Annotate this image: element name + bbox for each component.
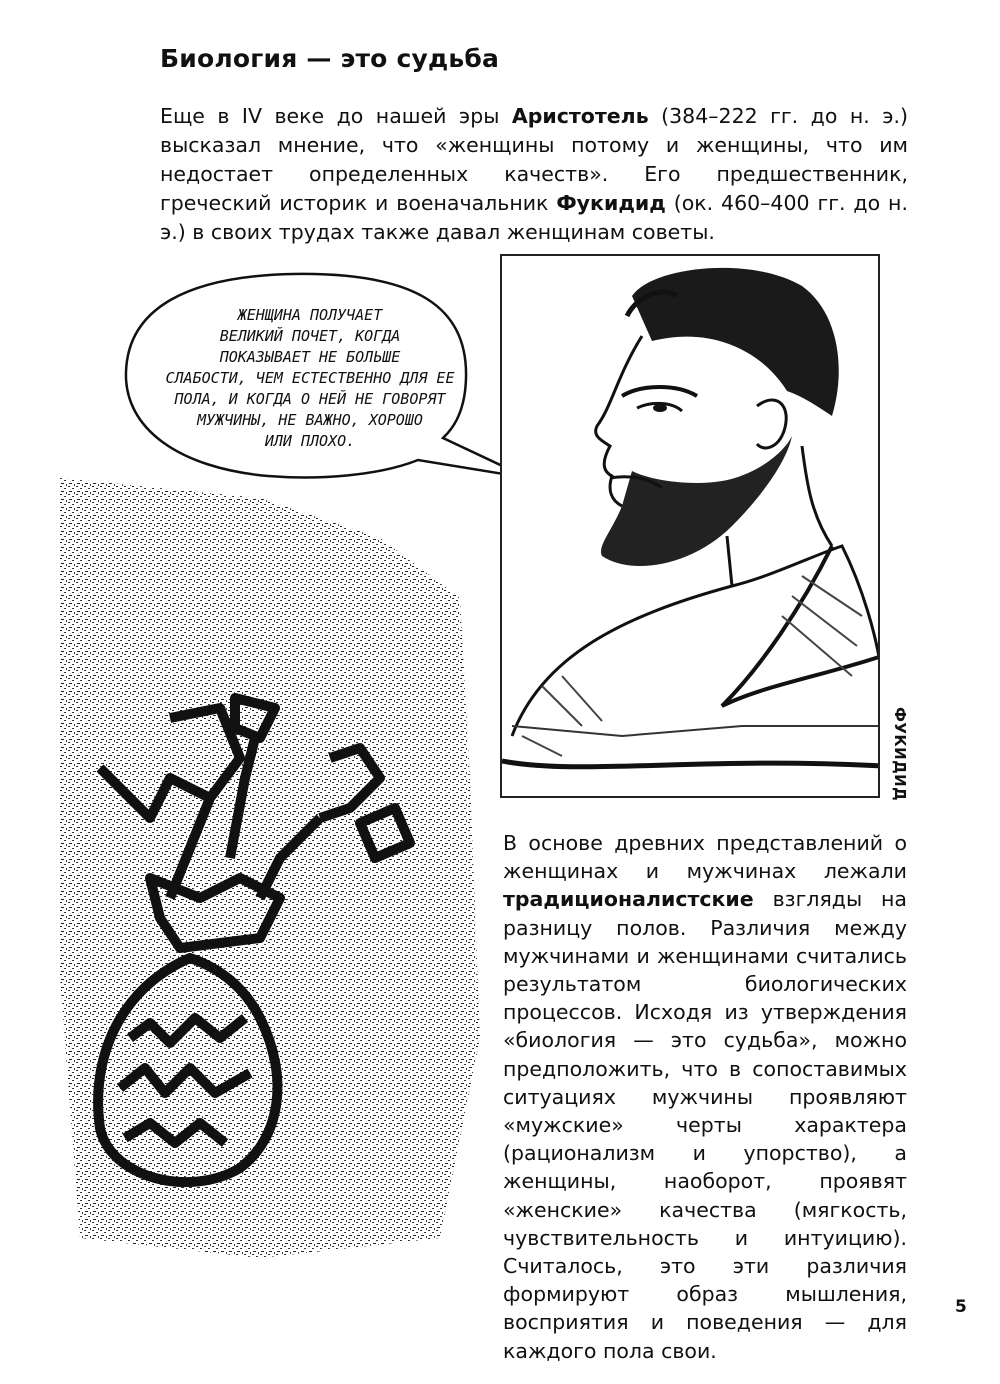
- portrait-caption-text: ФУКИДИД: [891, 706, 909, 802]
- portrait-caption: [890, 706, 910, 802]
- portrait-drawing: [502, 256, 880, 798]
- speech-line: ЖЕНЩИНА ПОЛУЧАЕТ: [237, 306, 383, 324]
- intro-text-1: Еще в IV веке до нашей эры: [160, 104, 512, 128]
- name-thucydides: Фукидид: [556, 191, 666, 215]
- body-text-2: взгляды на разницу полов. Различия между мужчинами и женщинами считались результатом биологических процессов. Исходя из утверждения «биология — это судьба», можно предположить, что в сопоставимых ситуациях мужчины проявляют «мужские» черты характера (рационализм и упорство), а женщины, наоборот, проявят «женские» качества (мягкость, чувствительность и интуицию). Считалось, это эти различия формируют образ мышления, восприятия и поведения — для каждого пола свои.: [503, 887, 907, 1363]
- speech-line: МУЖЧИНЫ, НЕ ВАЖНО, ХОРОШО: [197, 411, 423, 429]
- speech-bubble-text: [150, 305, 470, 452]
- body-paragraph: [503, 829, 907, 1365]
- intro-text-2: (384–222 гг. до н. э.) высказал мнение, что «женщины потому и женщины, что им недостает определенных качеств». Его предшественник, греческий историк и военачальник: [160, 104, 909, 215]
- thucydides-portrait: [500, 254, 880, 798]
- speech-line: ПОЛА, И КОГДА О НЕЙ НЕ ГОВОРЯТ: [174, 390, 446, 408]
- speech-line: СЛАБОСТИ, ЧЕМ ЕСТЕСТВЕННО ДЛЯ ЕЕ: [165, 369, 455, 387]
- body-text-1: В основе древних представлений о женщинах и мужчинах лежали: [503, 831, 907, 884]
- speech-line: ИЛИ ПЛОХО.: [264, 432, 356, 450]
- page-number: 5: [955, 1297, 967, 1317]
- speech-line: ВЕЛИКИЙ ПОЧЕТ, КОГДА: [219, 327, 401, 345]
- speech-line: ПОКАЗЫВАЕТ НЕ БОЛЬШЕ: [219, 348, 401, 366]
- term-traditionalist: традиционалистские: [503, 887, 754, 912]
- intro-paragraph: [160, 102, 908, 247]
- name-aristotle: Аристотель: [511, 104, 649, 128]
- cave-painting-illustration: [60, 478, 480, 1258]
- page-heading: Биология — это судьба: [160, 44, 500, 73]
- intro-text-3: (ок. 460–400 гг. до н. э.) в своих трудах также давал женщинам советы.: [160, 191, 908, 244]
